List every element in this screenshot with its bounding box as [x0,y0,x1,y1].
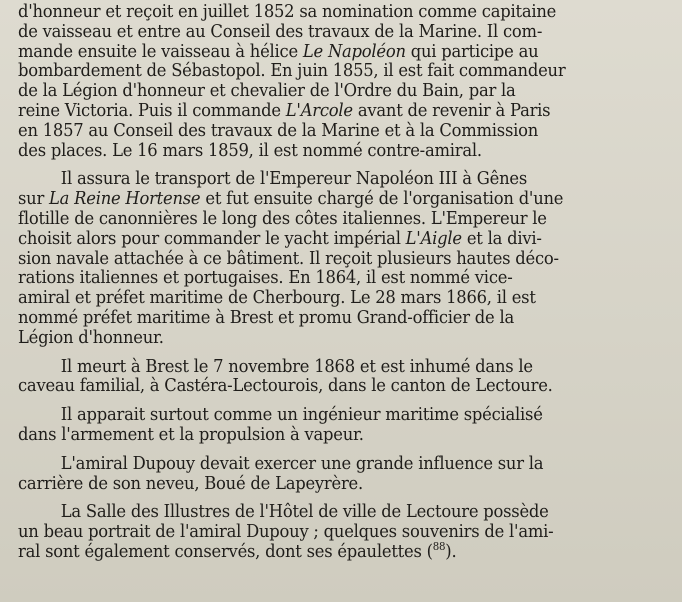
paragraph [18,170,668,348]
text-line [18,289,623,309]
text-line [18,358,623,378]
italic-title: Le Napoléon [302,41,406,62]
text-line [18,82,623,102]
text-line [18,170,623,190]
text-line [18,269,623,289]
text-run: de la Légion d'honneur et chevalier de l'Ordre du Bain, par la [18,81,516,102]
text-run: ). [445,541,457,562]
text-line [18,230,623,250]
text-run: flotille de canonnières le long des côtes italiennes. L'Empereur le [18,208,547,229]
paragraph [18,3,668,161]
text-run: amiral et préfet maritime de Cherbourg. Le 28 mars 1866, il est [18,288,536,309]
text-run: L'amiral Dupouy devait exercer une grande influence sur la [60,453,544,474]
text-run: Il apparait surtout comme un ingénieur maritime spécialisé [60,405,543,426]
text-line [18,455,623,475]
text-line [18,426,623,446]
text-line [18,142,623,162]
text-line [18,122,623,142]
text-run: et fut ensuite chargé de l'organisation d'une [200,189,564,210]
text-run: qui participe au [405,41,539,62]
text-line [18,329,623,349]
text-line [18,503,623,523]
text-line [18,523,623,543]
text-run: sion navale attachée à ce bâtiment. Il reçoit plusieurs hautes déco- [18,248,559,269]
paragraph [18,503,668,562]
text-line [18,406,623,426]
text-run: de vaisseau et entre au Conseil des travaux de la Marine. Il com- [18,21,543,42]
text-line [18,43,623,63]
italic-title: La Reine Hortense [49,189,201,210]
text-line [18,377,623,397]
text-run: reine Victoria. Puis il commande [18,100,286,121]
text-run: sur [18,189,50,210]
italic-title: L'Arcole [285,100,353,121]
text-line [18,540,623,563]
text-run: Il meurt à Brest le 7 novembre 1868 et est inhumé dans le [60,356,533,377]
footnote-number: 88 [432,540,446,554]
paragraph [18,406,668,446]
text-line [18,102,623,122]
text-line [18,23,623,43]
text-run: et la divi- [461,228,542,249]
text-run: nommé préfet maritime à Brest et promu Grand-officier de la [18,307,514,328]
text-line [18,475,623,495]
text-run: caveau familial, à Castéra-Lectourois, dans le canton de Lectoure. [18,376,553,397]
text-line [18,62,623,82]
text-line [18,250,623,270]
text-run: un beau portrait de l'amiral Dupouy ; quelques souvenirs de l'ami- [18,522,554,543]
text-run: avant de revenir à Paris [352,100,551,121]
paragraph [18,455,668,495]
text-run: des places. Le 16 mars 1859, il est nommé contre-amiral. [18,140,482,161]
text-run: en 1857 au Conseil des travaux de la Marine et à la Commission [18,120,539,141]
text-run: ral sont également conservés, dont ses épaulettes ( [18,541,433,562]
text-line [18,309,623,329]
text-run: mande ensuite le vaisseau à hélice [18,41,303,62]
text-line [18,210,623,230]
text-line [18,3,623,23]
italic-title: L'Aigle [405,228,462,249]
text-run: Il assura le transport de l'Empereur Napoléon III à Gênes [60,169,528,190]
text-run: dans l'armement et la propulsion à vapeur. [18,424,364,445]
text-run: d'honneur et reçoit en juillet 1852 sa nomination comme capitaine [18,2,557,22]
text-line [18,190,623,210]
text-run: bombardement de Sébastopol. En juin 1855, il est fait commandeur [18,61,566,82]
text-run: La Salle des Illustres de l'Hôtel de ville de Lectoure possède [60,502,549,523]
paragraph [18,358,668,398]
text-run: rations italiennes et portugaises. En 1864, il est nommé vice- [18,268,513,289]
text-run: carrière de son neveu, Boué de Lapeyrère. [18,473,363,494]
text-run: Légion d'honneur. [18,327,164,348]
text-run: choisit alors pour commander le yacht impérial [18,228,406,249]
